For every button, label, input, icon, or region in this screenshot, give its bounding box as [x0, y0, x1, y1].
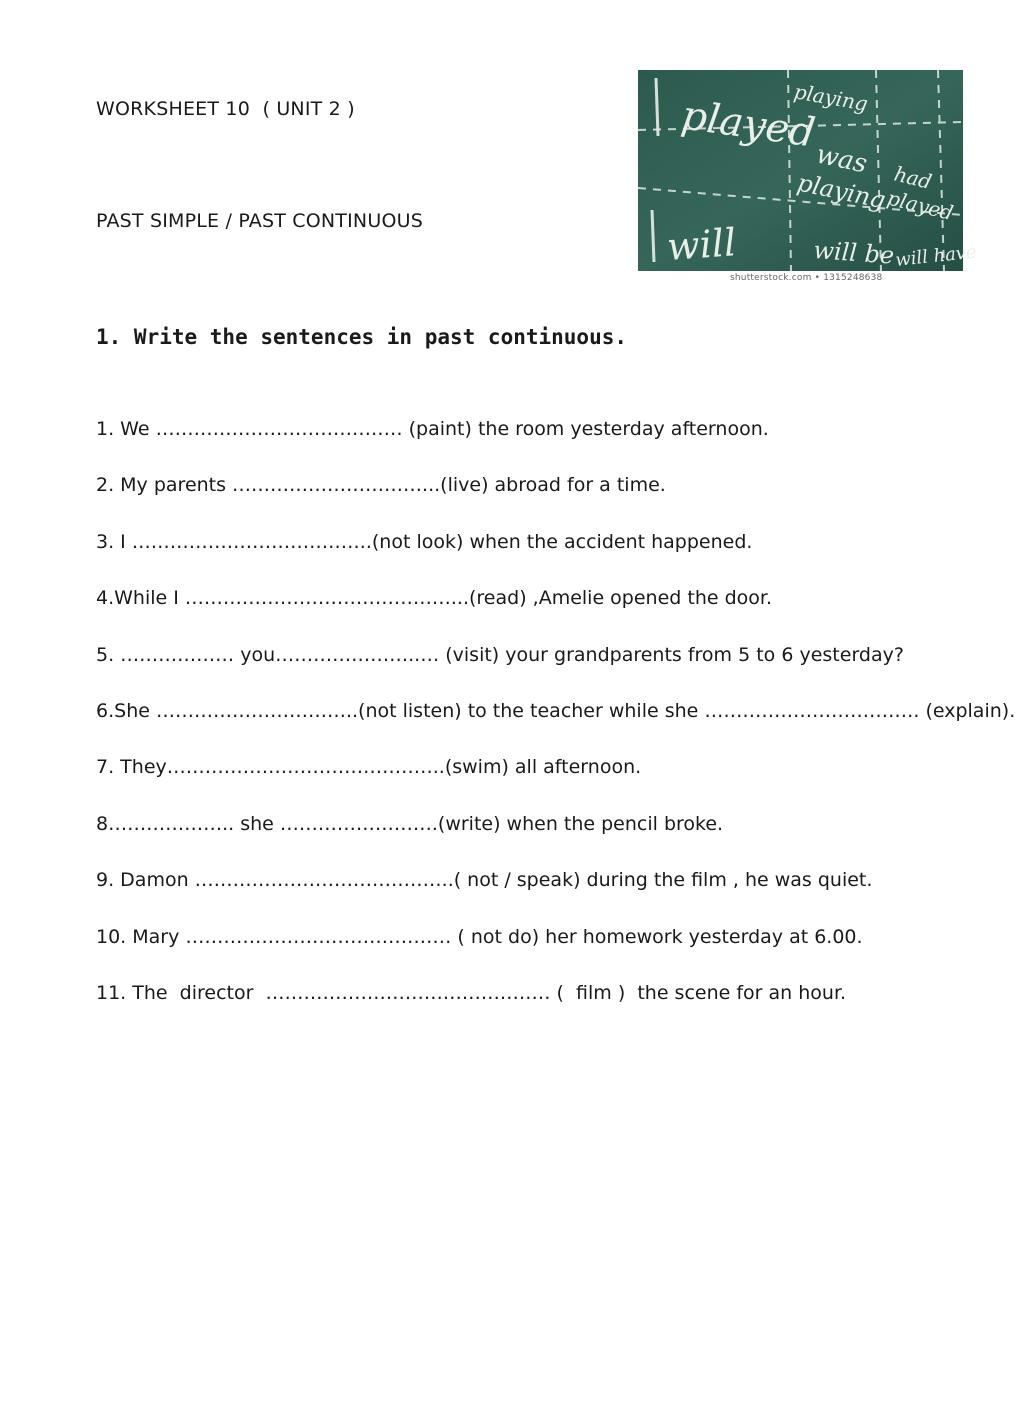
exercise-item-3: 3. I ………………………………..(not look) when the accident happened. [96, 530, 753, 553]
chalk-word: will be [812, 236, 896, 270]
exercise-item-2: 2. My parents …………………………...(live) abroad for a time. [96, 474, 666, 497]
chalkboard-photo [638, 70, 978, 271]
exercise-item-9: 9. Damon …………………………………..( not / speak) during the film , he was quiet. [96, 869, 873, 892]
chalk-word: played [678, 92, 818, 157]
chalk-word: playing [794, 168, 889, 215]
exercise-item-1: 1. We ………………………………… (paint) the room yesterday afternoon. [96, 418, 769, 440]
exercise-list [96, 416, 1015, 1036]
worksheet-subtitle: PAST SIMPLE / PAST CONTINUOUS [96, 210, 423, 232]
chalk-word: was [813, 139, 870, 180]
chalk-word: will have [894, 241, 978, 271]
worksheet-title: WORKSHEET 10 ( UNIT 2 ) [96, 98, 355, 120]
chalk-word: playing [792, 79, 870, 116]
chalk-word: played [884, 185, 956, 226]
exercise-item-5: 5. ……………… you…………………..… (visit) your grandparents from 5 to 6 yesterday? [96, 643, 904, 666]
chalk-word: will [665, 220, 738, 269]
exercise-item-8: 8……………….. she …………………….(write) when the pencil broke. [96, 812, 724, 835]
exercise-heading: 1. Write the sentences in past continuous. [96, 325, 628, 349]
exercise-item-6: 6.She …………………………..(not listen) to the teacher while she ……………………………. (explain). [96, 699, 1015, 722]
exercise-item-11: 11. The director ……………………………………… ( film ) the scene for an hour. [96, 981, 847, 1004]
photo-credit: shutterstock.com • 1315248638 [730, 273, 883, 283]
exercise-item-10: 10. Mary …………………………………… ( not do) her homework yesterday at 6.00. [96, 925, 863, 948]
chalk-word: had [891, 161, 935, 194]
exercise-item-4: 4.While I ……………………………………...(read) ,Amelie opened the door. [96, 587, 773, 610]
exercise-item-7: 7. They……………………………………..(swim) all afternoon. [96, 756, 642, 779]
